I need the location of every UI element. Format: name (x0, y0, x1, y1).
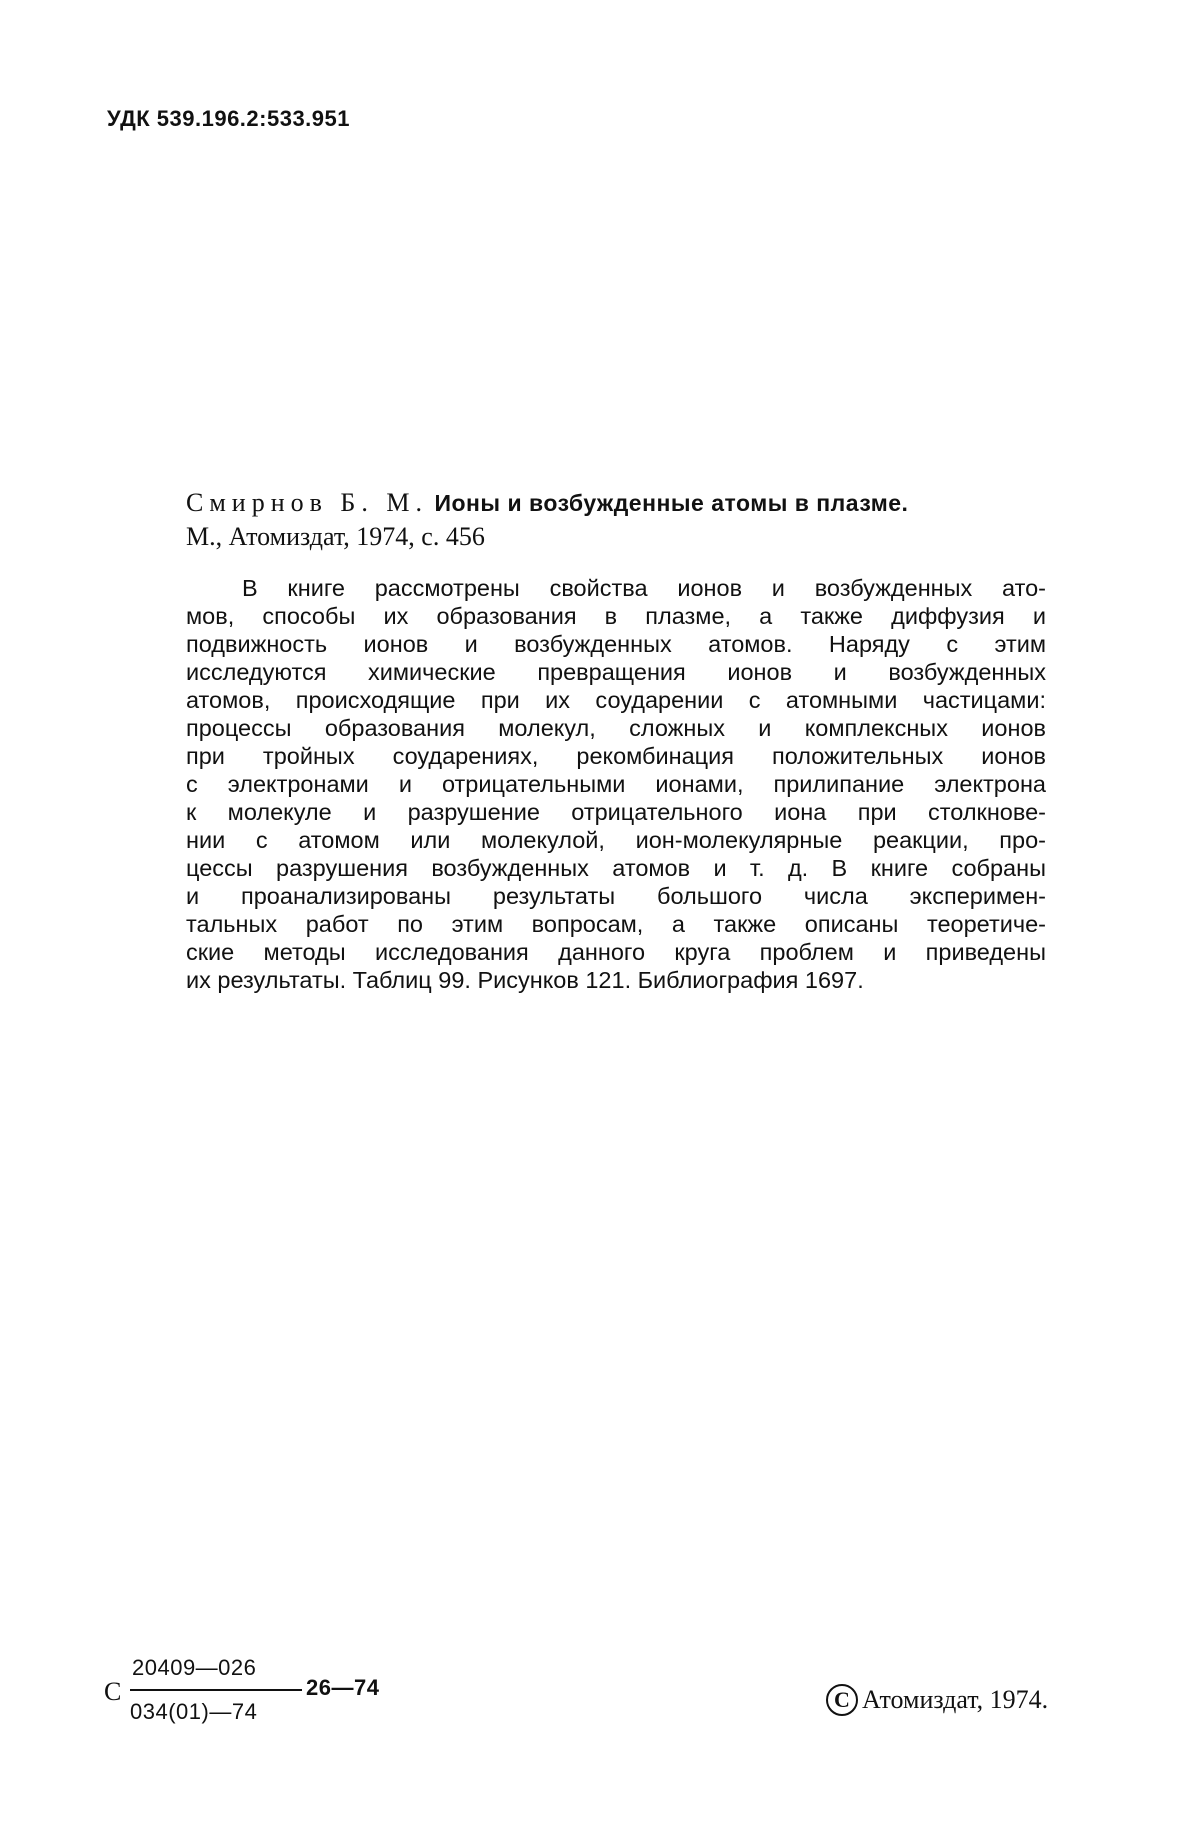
abstract-line: тальных работ по этим вопросам, а также описаны теоретиче- (186, 911, 1046, 937)
citation-title: Ионы и возбужденные атомы в плазме. (434, 490, 909, 516)
copyright-text: Атомиздат, 1974. (862, 1685, 1049, 1714)
citation-first-line (186, 486, 1046, 520)
index-fraction-rule (130, 1689, 302, 1691)
bibliographic-citation (186, 486, 1046, 520)
abstract-line: при тройных соударениях, рекомбинация положительных ионов (186, 743, 1046, 769)
abstract-line: процессы образования молекул, сложных и комплексных ионов (186, 715, 1046, 741)
index-denominator: 034(01)—74 (130, 1699, 258, 1724)
abstract-line: с электронами и отрицательными ионами, прилипание электрона (186, 771, 1046, 797)
copyright-icon: C (826, 1684, 858, 1716)
abstract-line: к молекуле и разрушение отрицательного иона при столкнове- (186, 799, 1046, 825)
publication-index (104, 1655, 404, 1735)
copyright-notice (826, 1684, 1048, 1716)
udk-code: УДК 539.196.2:533.951 (107, 106, 351, 131)
abstract-line: атомов, происходящие при их соударении с атомными частицами: (186, 687, 1046, 713)
abstract-line: и проанализированы результаты большого числа эксперимен- (186, 883, 1046, 909)
abstract-line: цессы разрушения возбужденных атомов и т. д. В книге собраны (186, 855, 1046, 881)
index-letter: С (104, 1677, 122, 1706)
abstract-line: ские методы исследования данного круга проблем и приведены (186, 939, 1046, 965)
citation-publisher: М., Атомиздат, 1974, с. 456 (186, 522, 485, 551)
abstract-line: подвижность ионов и возбужденных атомов. Наряду с этим (186, 631, 1046, 657)
abstract (186, 574, 1046, 994)
index-code: 26—74 (306, 1675, 380, 1700)
index-numerator: 20409—026 (132, 1655, 257, 1680)
abstract-line: исследуются химические превращения ионов и возбужденных (186, 659, 1046, 685)
abstract-line: В книге рассмотрены свойства ионов и возбужденных ато- (242, 575, 1046, 601)
abstract-line: их результаты. Таблиц 99. Рисунков 121. Библиография 1697. (186, 967, 864, 993)
abstract-line: мов, способы их образования в плазме, а также диффузия и (186, 603, 1046, 629)
citation-author: Смирнов Б. М. (186, 488, 428, 517)
abstract-line: нии с атомом или молекулой, ион-молекулярные реакции, про- (186, 827, 1046, 853)
